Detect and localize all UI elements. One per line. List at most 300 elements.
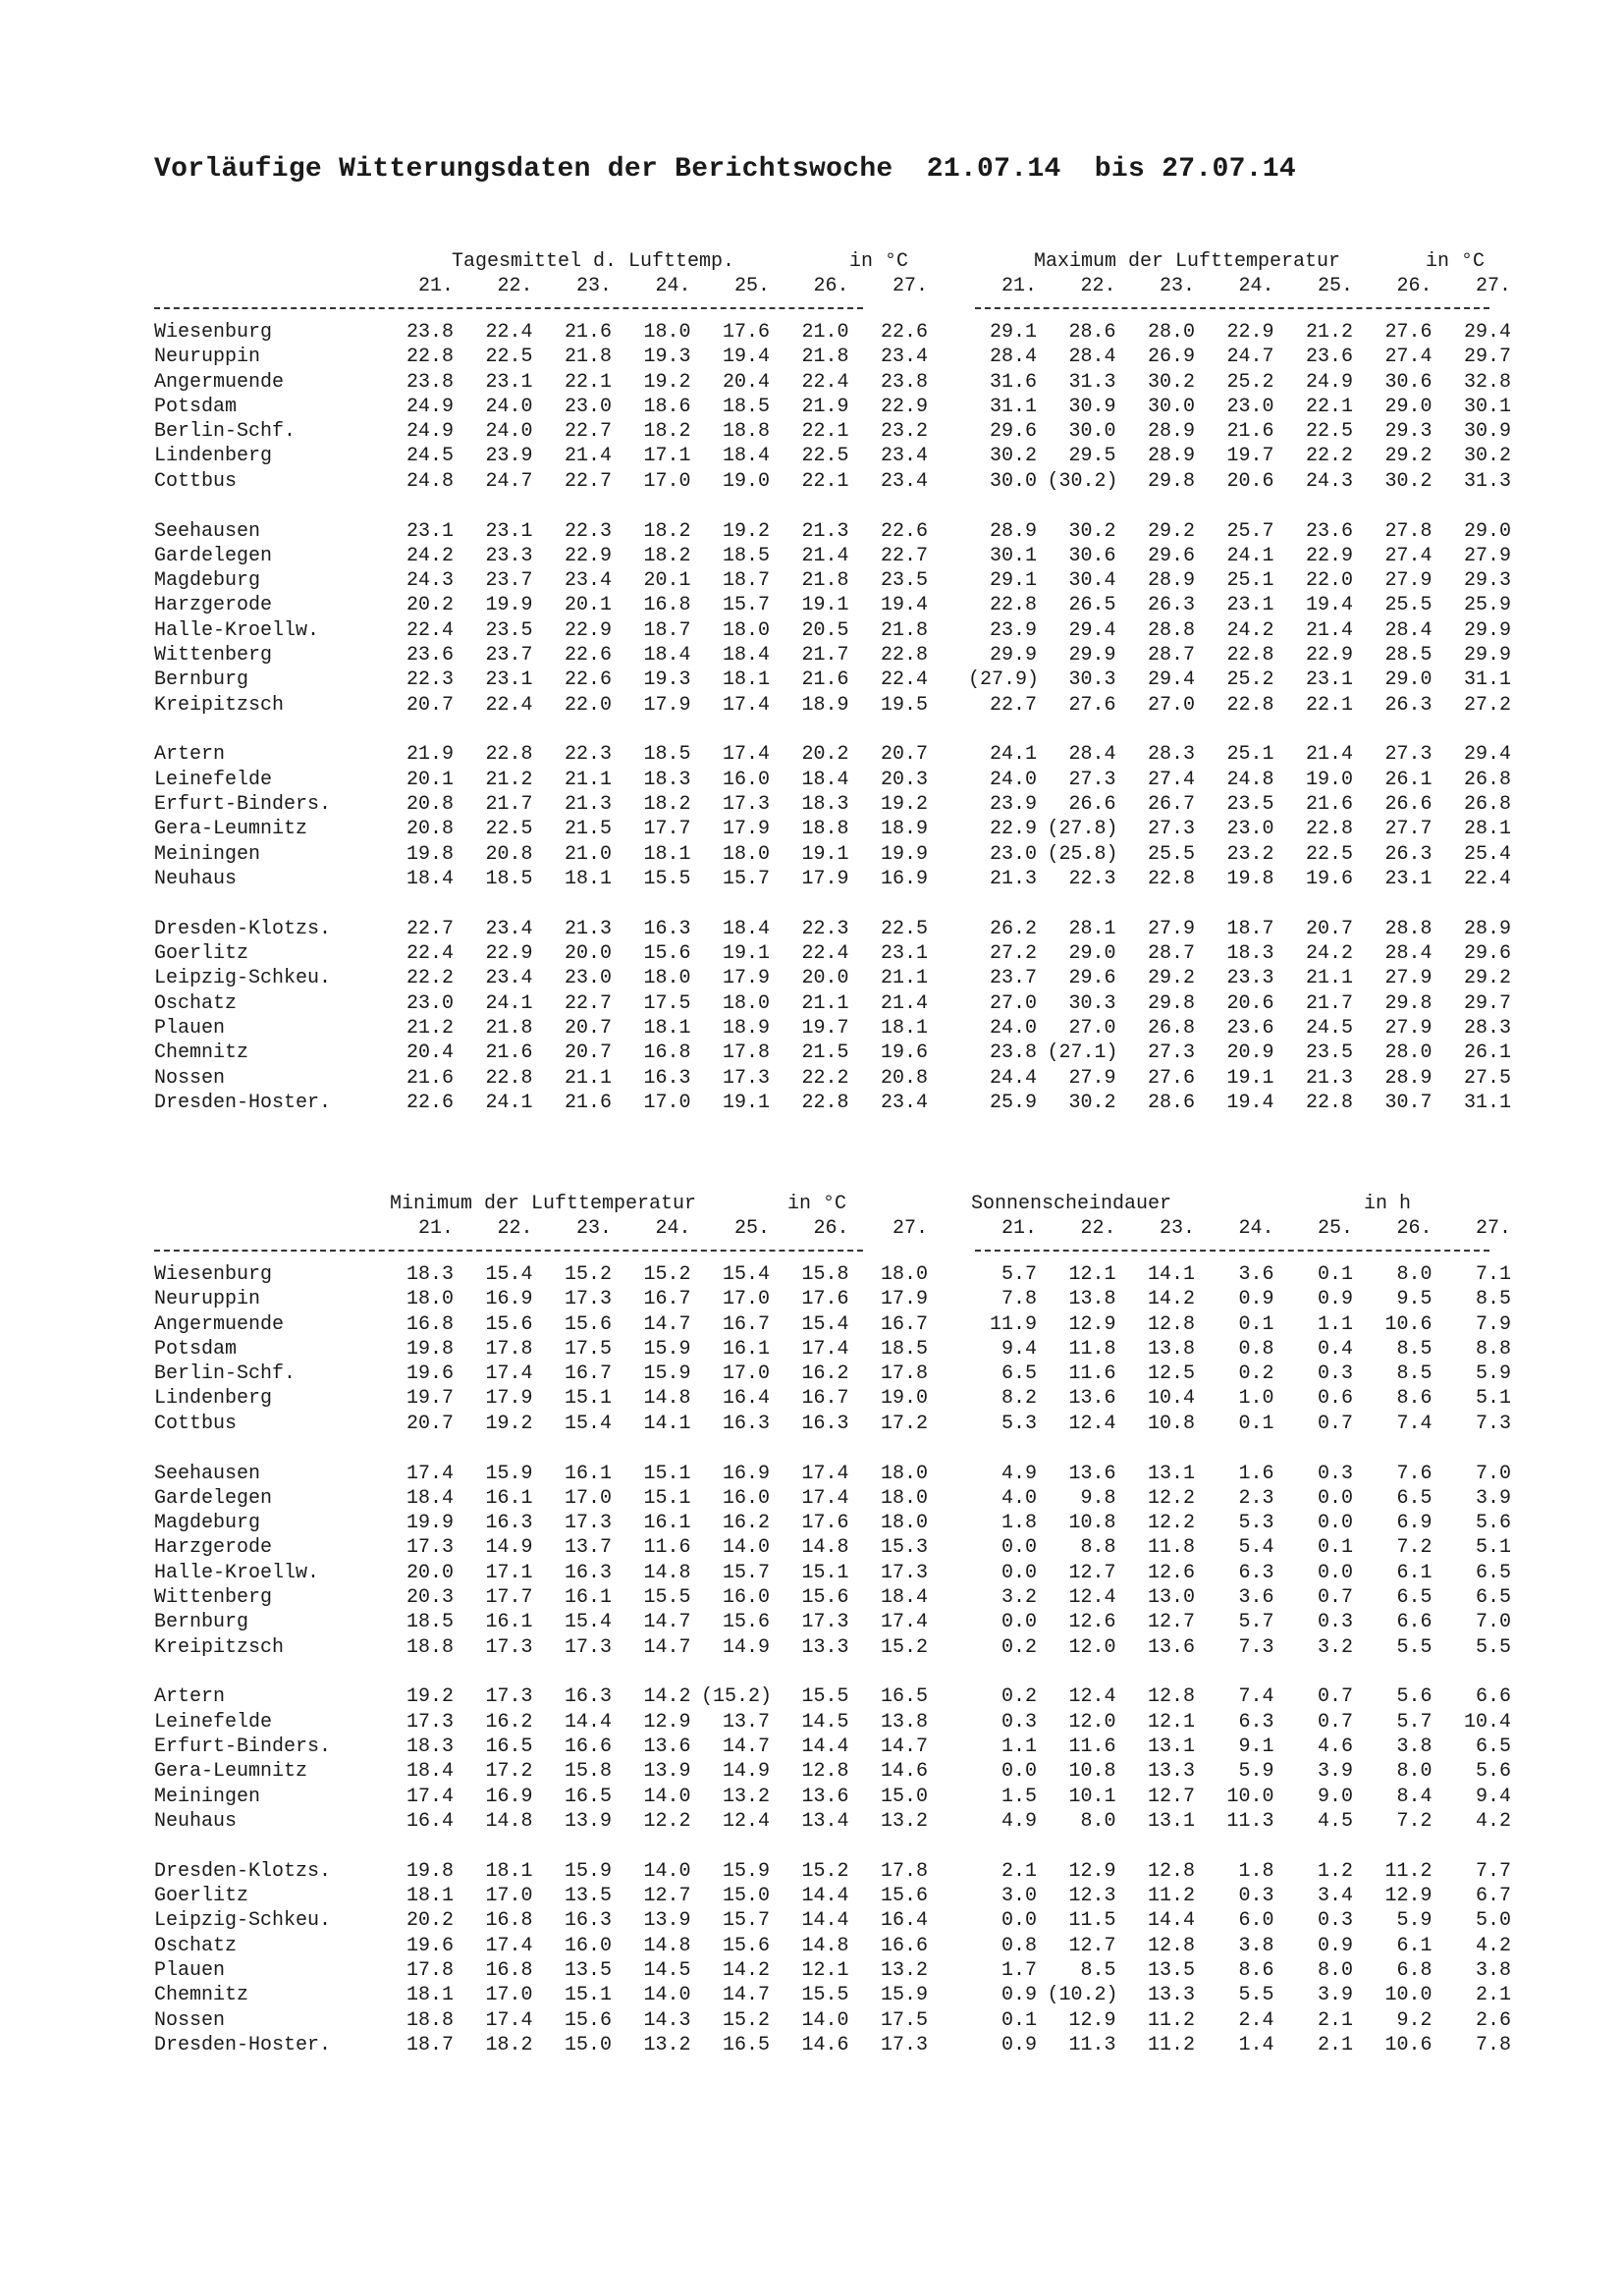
value-cell: 30.9 — [1068, 395, 1116, 418]
station-name: Dresden-Klotzs. — [154, 1859, 332, 1883]
section-label-min-temp: Minimum der Lufttemperatur — [390, 1193, 697, 1215]
value-cell: 8.6 — [1396, 1387, 1433, 1411]
value-cell: 15.9 — [643, 1337, 691, 1361]
station-name: Nossen — [154, 2008, 226, 2032]
station-name: Neuhaus — [154, 867, 238, 890]
station-name: Neuruppin — [154, 1288, 261, 1311]
table-row — [154, 370, 1511, 396]
value-cell: 29.7 — [1463, 991, 1511, 1015]
value-cell: 19.8 — [406, 1337, 454, 1361]
value-cell: 0.9 — [1317, 1288, 1353, 1311]
value-cell: 18.5 — [485, 867, 533, 890]
value-cell: 29.2 — [1463, 967, 1511, 990]
value-cell: 16.5 — [880, 1685, 928, 1709]
value-cell: 24.3 — [406, 569, 454, 593]
value-cell: 23.0 — [1226, 818, 1274, 841]
value-cell: 16.8 — [485, 1958, 533, 1982]
value-cell: 17.7 — [485, 1586, 533, 1610]
value-cell: 23.4 — [485, 967, 533, 990]
value-cell: 27.4 — [1384, 544, 1433, 567]
value-cell: 28.9 — [1147, 445, 1195, 468]
table-row — [154, 1685, 1511, 1710]
value-cell: 16.7 — [643, 1288, 691, 1311]
value-cell: 17.8 — [722, 1041, 770, 1065]
value-cell: 4.9 — [1001, 1462, 1037, 1485]
value-cell: 24.1 — [1226, 544, 1274, 567]
value-cell: 29.2 — [1147, 519, 1195, 543]
value-cell: 20.2 — [406, 1909, 454, 1933]
value-cell: 0.0 — [1317, 1561, 1353, 1584]
value-cell: 22.1 — [1305, 693, 1353, 717]
table-row — [154, 1611, 1511, 1635]
value-cell: 22.3 — [564, 743, 612, 767]
station-name: Bernburg — [154, 1611, 249, 1634]
value-cell: 23.0 — [989, 842, 1037, 866]
value-cell: 21.3 — [1305, 1066, 1353, 1090]
value-cell: 13.3 — [1147, 1984, 1195, 2007]
value-cell: 13.2 — [880, 1958, 928, 1982]
value-cell: 1.6 — [1238, 1462, 1274, 1485]
value-cell: 27.6 — [1068, 693, 1116, 717]
value-cell: 14.8 — [643, 1561, 691, 1584]
value-cell: 18.1 — [564, 867, 612, 890]
value-cell: 22.7 — [564, 991, 612, 1015]
value-cell: 24.1 — [485, 1091, 533, 1114]
value-cell: 21.8 — [485, 1016, 533, 1040]
value-cell: 23.9 — [989, 793, 1037, 817]
value-cell: 23.1 — [1226, 594, 1274, 617]
value-cell: (27.1) — [1047, 1041, 1118, 1065]
value-cell: 23.6 — [1305, 346, 1353, 369]
value-cell: 24.9 — [1305, 370, 1353, 394]
value-cell: 13.2 — [643, 2033, 691, 2056]
value-cell: 29.2 — [1384, 445, 1433, 468]
value-cell: 22.2 — [801, 1066, 849, 1090]
section-label-max-temp: Maximum der Lufttemperatur — [1034, 250, 1341, 273]
value-cell: 12.8 — [1147, 1312, 1195, 1336]
value-cell: 27.9 — [1147, 917, 1195, 940]
value-cell: 2.6 — [1475, 2008, 1511, 2032]
value-cell: 2.1 — [1317, 2033, 1353, 2056]
table-row — [154, 743, 1511, 768]
value-cell: 15.6 — [722, 1611, 770, 1634]
value-cell: 25.2 — [1226, 668, 1274, 692]
value-cell: 19.1 — [801, 594, 849, 617]
station-name: Magdeburg — [154, 569, 261, 593]
value-cell: 19.4 — [1226, 1091, 1274, 1114]
value-cell: 17.1 — [643, 445, 691, 468]
value-cell: 12.4 — [1068, 1412, 1116, 1435]
value-cell: 22.1 — [801, 420, 849, 444]
station-name: Cottbus — [154, 1412, 238, 1435]
value-cell: 0.9 — [1238, 1288, 1274, 1311]
value-cell: 12.9 — [643, 1710, 691, 1734]
value-cell: 29.9 — [989, 644, 1037, 667]
value-cell: 7.6 — [1396, 1462, 1433, 1485]
value-cell: 27.0 — [1147, 693, 1195, 717]
value-cell: 22.2 — [1305, 445, 1353, 468]
value-cell: 21.4 — [880, 991, 928, 1015]
value-cell: 21.4 — [1305, 618, 1353, 642]
station-name: Wiesenburg — [154, 321, 273, 344]
value-cell: 26.9 — [1147, 346, 1195, 369]
value-cell: 12.5 — [1147, 1362, 1195, 1386]
value-cell: 20.1 — [406, 768, 454, 791]
value-cell: 16.0 — [722, 1486, 770, 1510]
header-divider — [154, 299, 1489, 321]
day-label: 22. — [1080, 275, 1116, 297]
value-cell: 26.6 — [1384, 793, 1433, 817]
table-row — [154, 1934, 1511, 1959]
value-cell: 17.4 — [406, 1785, 454, 1808]
station-name: Erfurt-Binders. — [154, 793, 332, 817]
value-cell: 30.1 — [989, 544, 1037, 567]
value-cell: 18.5 — [722, 395, 770, 418]
value-cell: 11.9 — [989, 1312, 1037, 1336]
value-cell: 16.7 — [564, 1362, 612, 1386]
station-name: Harzgerode — [154, 594, 273, 617]
day-label: 22. — [497, 275, 533, 297]
value-cell: 15.1 — [564, 1387, 612, 1411]
table-row — [154, 1312, 1511, 1338]
value-cell: 23.5 — [1226, 793, 1274, 817]
value-cell: 11.5 — [1068, 1909, 1116, 1933]
table-row — [154, 594, 1511, 618]
station-name: Dresden-Hoster. — [154, 1091, 332, 1114]
value-cell: 6.5 — [1396, 1486, 1433, 1510]
value-cell: 21.8 — [880, 618, 928, 642]
value-cell: 28.7 — [1147, 942, 1195, 966]
day-label: 22. — [1080, 1217, 1116, 1240]
station-name: Gera-Leumnitz — [154, 818, 308, 841]
value-cell: 12.1 — [801, 1958, 849, 1982]
value-cell: 15.9 — [722, 1859, 770, 1883]
value-cell: 18.2 — [643, 544, 691, 567]
value-cell: 8.5 — [1396, 1362, 1433, 1386]
value-cell: 12.2 — [1147, 1512, 1195, 1535]
value-cell: 12.2 — [643, 1809, 691, 1833]
value-cell: 0.8 — [1001, 1934, 1037, 1957]
value-cell: 0.9 — [1317, 1934, 1353, 1957]
table-row — [154, 2008, 1511, 2034]
station-name: Seehausen — [154, 519, 261, 543]
value-cell: 23.0 — [564, 395, 612, 418]
value-cell: 23.4 — [564, 569, 612, 593]
value-cell: 18.0 — [722, 991, 770, 1015]
value-cell: 31.3 — [1463, 469, 1511, 493]
value-cell: 12.9 — [1068, 1859, 1116, 1883]
value-cell: 14.7 — [722, 1984, 770, 2007]
page-title: Vorläufige Witterungsdaten der Berichtswoche 21.07.14 bis 27.07.14 — [154, 154, 1296, 185]
value-cell: 15.2 — [801, 1859, 849, 1883]
value-cell: 19.8 — [1226, 867, 1274, 890]
table-row — [154, 321, 1511, 346]
value-cell: 13.6 — [643, 1735, 691, 1759]
table-row — [154, 544, 1511, 569]
value-cell: 19.5 — [880, 693, 928, 717]
value-cell: 29.5 — [1068, 445, 1116, 468]
value-cell: 14.6 — [801, 2033, 849, 2056]
value-cell: 16.5 — [722, 2033, 770, 2056]
value-cell: 14.9 — [485, 1536, 533, 1560]
value-cell: 24.4 — [989, 1066, 1037, 1090]
value-cell: 21.8 — [801, 346, 849, 369]
value-cell: 23.0 — [564, 967, 612, 990]
value-cell: 13.6 — [1068, 1462, 1116, 1485]
value-cell: 30.3 — [1068, 991, 1116, 1015]
value-cell: 5.0 — [1475, 1909, 1511, 1933]
value-cell: 29.0 — [1068, 942, 1116, 966]
value-cell: 20.5 — [801, 618, 849, 642]
value-cell: 15.6 — [485, 1312, 533, 1336]
value-cell: 1.4 — [1238, 2033, 1274, 2056]
value-cell: (15.2) — [701, 1685, 773, 1709]
value-cell: 28.8 — [1147, 618, 1195, 642]
value-cell: 22.6 — [564, 644, 612, 667]
value-cell: 15.0 — [880, 1785, 928, 1808]
value-cell: 9.0 — [1317, 1785, 1353, 1808]
value-cell: 23.6 — [1226, 1016, 1274, 1040]
value-cell: 13.7 — [722, 1710, 770, 1734]
value-cell: 16.5 — [485, 1735, 533, 1759]
value-cell: 19.8 — [406, 1859, 454, 1883]
value-cell: 15.9 — [880, 1984, 928, 2007]
value-cell: 18.1 — [406, 1885, 454, 1908]
value-cell: 18.9 — [880, 818, 928, 841]
value-cell: 12.8 — [1147, 1934, 1195, 1957]
value-cell: 21.1 — [1305, 967, 1353, 990]
value-cell: 0.7 — [1317, 1412, 1353, 1435]
day-label: 21. — [417, 1217, 454, 1240]
value-cell: 21.1 — [801, 991, 849, 1015]
value-cell: 18.4 — [880, 1586, 928, 1610]
value-cell: 15.2 — [880, 1635, 928, 1659]
value-cell: 16.3 — [564, 1561, 612, 1584]
value-cell: 13.3 — [1147, 1760, 1195, 1784]
value-cell: 6.8 — [1396, 1958, 1433, 1982]
value-cell: 22.3 — [564, 519, 612, 543]
value-cell: 14.7 — [643, 1611, 691, 1634]
value-cell: 7.4 — [1396, 1412, 1433, 1435]
value-cell: 8.0 — [1396, 1263, 1433, 1286]
value-cell: 13.8 — [880, 1710, 928, 1734]
value-cell: 29.8 — [1384, 991, 1433, 1015]
value-cell: 21.6 — [1226, 420, 1274, 444]
value-cell: 15.3 — [880, 1536, 928, 1560]
value-cell: 14.8 — [801, 1536, 849, 1560]
value-cell: 8.5 — [1475, 1288, 1511, 1311]
value-cell: 4.9 — [1001, 1809, 1037, 1833]
station-name: Meiningen — [154, 842, 261, 866]
value-cell: 22.3 — [1068, 867, 1116, 890]
value-cell: 22.7 — [880, 544, 928, 567]
value-cell: 19.7 — [1226, 445, 1274, 468]
value-cell: 23.5 — [485, 618, 533, 642]
day-label: 21. — [1001, 275, 1037, 297]
value-cell: 29.0 — [1384, 668, 1433, 692]
value-cell: 22.7 — [564, 420, 612, 444]
value-cell: 14.3 — [643, 2008, 691, 2032]
value-cell: 19.2 — [485, 1412, 533, 1435]
value-cell: 22.9 — [1305, 544, 1353, 567]
value-cell: 17.2 — [880, 1412, 928, 1435]
value-cell: 14.9 — [722, 1760, 770, 1784]
value-cell: 6.9 — [1396, 1512, 1433, 1535]
value-cell: 22.8 — [406, 346, 454, 369]
value-cell: 5.5 — [1475, 1635, 1511, 1659]
value-cell: 30.1 — [1463, 395, 1511, 418]
value-cell: 11.2 — [1147, 2033, 1195, 2056]
value-cell: 24.0 — [485, 420, 533, 444]
value-cell: 19.0 — [1305, 768, 1353, 791]
value-cell: 7.9 — [1475, 1312, 1511, 1336]
value-cell: 16.5 — [564, 1785, 612, 1808]
value-cell: 27.8 — [1384, 519, 1433, 543]
value-cell: 14.9 — [722, 1635, 770, 1659]
value-cell: 17.0 — [485, 1885, 533, 1908]
value-cell: 21.2 — [1305, 321, 1353, 344]
value-cell: 20.8 — [880, 1066, 928, 1090]
table-row — [154, 1263, 1511, 1288]
value-cell: 12.2 — [1147, 1486, 1195, 1510]
section-unit-mean-temp: in °C — [849, 250, 909, 273]
value-cell: 23.4 — [880, 445, 928, 468]
value-cell: 32.8 — [1463, 370, 1511, 394]
value-cell: 27.6 — [1147, 1066, 1195, 1090]
value-cell: 28.4 — [1068, 743, 1116, 767]
value-cell: 12.4 — [1068, 1586, 1116, 1610]
value-cell: 28.4 — [1068, 346, 1116, 369]
value-cell: 15.6 — [564, 1312, 612, 1336]
station-group — [154, 1859, 1511, 2058]
value-cell: 21.1 — [564, 768, 612, 791]
value-cell: 13.1 — [1147, 1462, 1195, 1485]
value-cell: 16.4 — [722, 1387, 770, 1411]
value-cell: 21.1 — [880, 967, 928, 990]
value-cell: 23.8 — [406, 321, 454, 344]
value-cell: 22.3 — [801, 917, 849, 940]
value-cell: 4.2 — [1475, 1934, 1511, 1957]
table-row — [154, 395, 1511, 420]
section-headers — [154, 250, 1489, 275]
value-cell: 13.9 — [643, 1909, 691, 1933]
value-cell: 20.1 — [643, 569, 691, 593]
table-row — [154, 569, 1511, 594]
value-cell: 7.7 — [1475, 1859, 1511, 1883]
value-cell: 17.4 — [801, 1462, 849, 1485]
value-cell: 20.8 — [406, 818, 454, 841]
value-cell: 19.1 — [722, 942, 770, 966]
value-cell: 21.1 — [564, 1066, 612, 1090]
value-cell: 23.8 — [406, 370, 454, 394]
value-cell: 21.8 — [801, 569, 849, 593]
value-cell: 19.7 — [801, 1016, 849, 1040]
value-cell: 7.8 — [1001, 1288, 1037, 1311]
value-cell: 4.6 — [1317, 1735, 1353, 1759]
day-label: 21. — [1001, 1217, 1037, 1240]
value-cell: 27.6 — [1384, 321, 1433, 344]
value-cell: 6.5 — [1475, 1586, 1511, 1610]
table-row — [154, 1041, 1511, 1066]
value-cell: 23.9 — [989, 618, 1037, 642]
value-cell: 21.6 — [406, 1066, 454, 1090]
value-cell: 16.1 — [564, 1462, 612, 1485]
value-cell: 8.8 — [1475, 1337, 1511, 1361]
station-name: Leinefelde — [154, 1710, 273, 1734]
value-cell: 13.6 — [1147, 1635, 1195, 1659]
value-cell: 26.6 — [1068, 793, 1116, 817]
day-label: 23. — [575, 1217, 612, 1240]
value-cell: 24.2 — [1305, 942, 1353, 966]
value-cell: 22.5 — [1305, 842, 1353, 866]
value-cell: 17.8 — [485, 1337, 533, 1361]
value-cell: 26.3 — [1384, 842, 1433, 866]
value-cell: 19.6 — [1305, 867, 1353, 890]
value-cell: 13.8 — [1147, 1337, 1195, 1361]
value-cell: 23.7 — [989, 967, 1037, 990]
value-cell: 17.5 — [643, 991, 691, 1015]
value-cell: 23.5 — [1305, 1041, 1353, 1065]
day-label: 21. — [417, 275, 454, 297]
value-cell: 23.2 — [880, 420, 928, 444]
value-cell: 0.0 — [1001, 1909, 1037, 1933]
value-cell: 13.5 — [564, 1885, 612, 1908]
value-cell: 17.4 — [406, 1462, 454, 1485]
value-cell: 29.7 — [1463, 346, 1511, 369]
value-cell: 30.4 — [1068, 569, 1116, 593]
value-cell: 22.4 — [801, 370, 849, 394]
value-cell: 16.9 — [722, 1462, 770, 1485]
value-cell: 22.7 — [564, 469, 612, 493]
day-label: 22. — [497, 1217, 533, 1240]
table-row — [154, 818, 1511, 842]
station-group — [154, 917, 1511, 1116]
value-cell: 8.6 — [1238, 1958, 1274, 1982]
value-cell: 18.9 — [801, 693, 849, 717]
value-cell: 26.1 — [1384, 768, 1433, 791]
value-cell: 24.0 — [989, 1016, 1037, 1040]
value-cell: 22.1 — [1305, 395, 1353, 418]
day-label: 23. — [1159, 275, 1195, 297]
value-cell: 19.4 — [880, 594, 928, 617]
value-cell: 28.9 — [989, 519, 1037, 543]
table-row — [154, 668, 1511, 693]
value-cell: 23.3 — [1226, 967, 1274, 990]
station-name: Dresden-Klotzs. — [154, 917, 332, 940]
day-label: 26. — [813, 275, 849, 297]
value-cell: 26.7 — [1147, 793, 1195, 817]
value-cell: 15.5 — [643, 1586, 691, 1610]
value-cell: 18.0 — [880, 1512, 928, 1535]
station-name: Artern — [154, 743, 226, 767]
value-cell: 19.6 — [880, 1041, 928, 1065]
value-cell: 14.1 — [1147, 1263, 1195, 1286]
value-cell: 23.4 — [880, 346, 928, 369]
value-cell: 22.8 — [1147, 867, 1195, 890]
station-groups — [154, 321, 1511, 1116]
value-cell: 30.2 — [1384, 469, 1433, 493]
value-cell: 20.7 — [1305, 917, 1353, 940]
value-cell: 23.6 — [1305, 519, 1353, 543]
value-cell: 24.2 — [406, 544, 454, 567]
station-name: Potsdam — [154, 1337, 238, 1361]
value-cell: 0.9 — [1001, 2033, 1037, 2056]
value-cell: 22.8 — [1226, 644, 1274, 667]
value-cell: 3.6 — [1238, 1586, 1274, 1610]
value-cell: 18.5 — [880, 1337, 928, 1361]
day-label: 23. — [575, 275, 612, 297]
value-cell: 20.6 — [1226, 991, 1274, 1015]
